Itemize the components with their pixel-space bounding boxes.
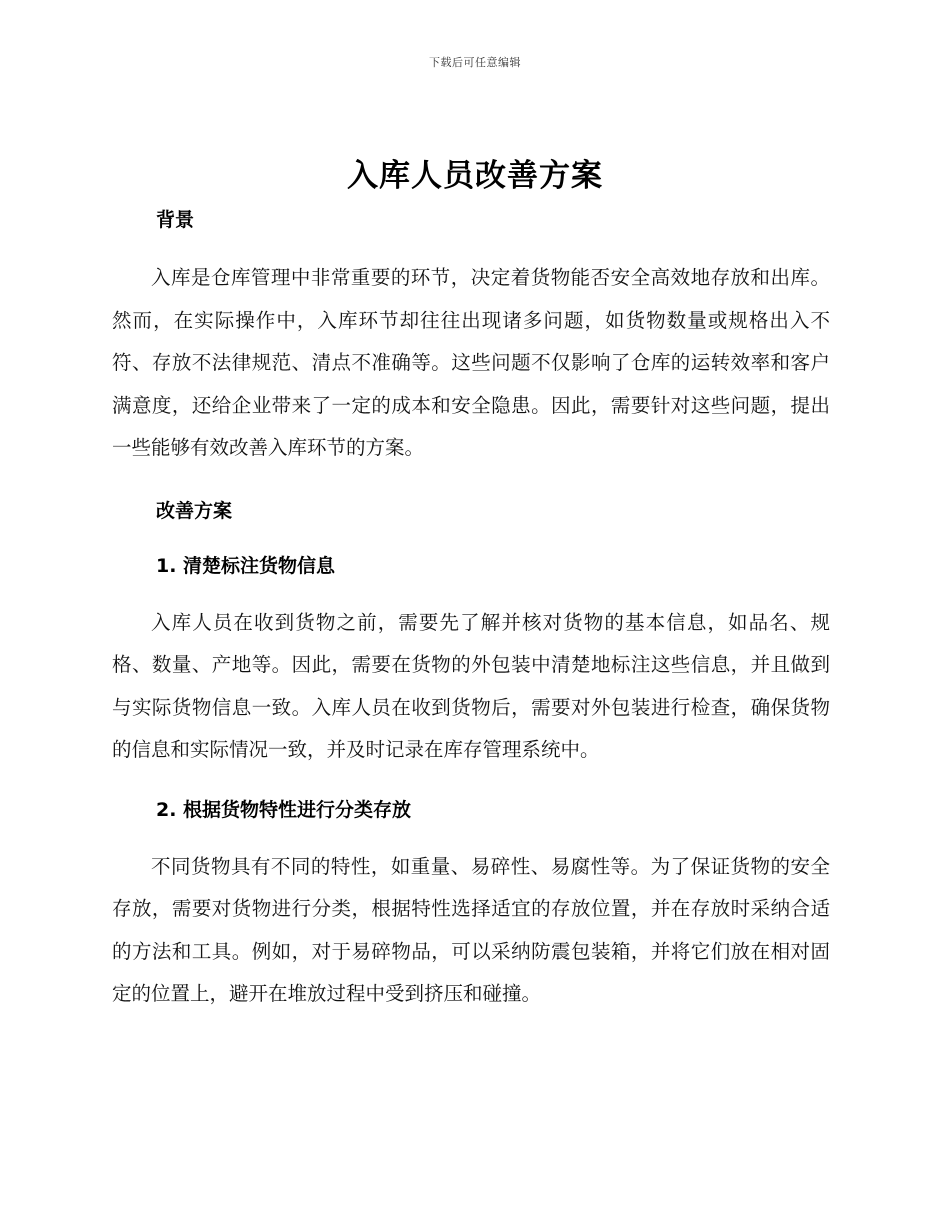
paragraph-item-2: 不同货物具有不同的特性，如重量、易碎性、易腐性等。为了保证货物的安全存放，需要对货物进行分类，根据特性选择适宜的存放位置，并在存放时采纳合适的方法和工具。例如，对于易碎物品，可以采纳防震包装箱，并将它们放在相对固定的位置上，避开在堆放过程中受到挤压和碰撞。 — [112, 854, 830, 1005]
subheading-item-1: 1. 清楚标注货物信息 — [156, 554, 336, 577]
subheading-item-2: 2. 根据货物特性进行分类存放 — [156, 798, 412, 821]
paragraph-background: 入库是仓库管理中非常重要的环节，决定着货物能否安全高效地存放和出库。然而，在实际操作中，入库环节却往往出现诸多问题，如货物数量或规格出入不符、存放不法律规范、清点不准确等。这些问题不仅影响了仓库的运转效率和客户满意度，还给企业带来了一定的成本和安全隐患。因此，需要针对这些问题，提出一些能够有效改善入库环节的方案。 — [112, 266, 830, 459]
section-heading-plan: 改善方案 — [156, 499, 233, 522]
document-body — [112, 202, 830, 1016]
paragraph-item-1: 入库人员在收到货物之前，需要先了解并核对货物的基本信息，如品名、规格、数量、产地等。因此，需要在货物的外包装中清楚地标注这些信息，并且做到与实际货物信息一致。入库人员在收到货物后，需要对外包装进行检查，确保货物的信息和实际情况一致，并及时记录在库存管理系统中。 — [112, 610, 830, 761]
header-note: 下载后可任意编辑 — [429, 56, 521, 69]
section-heading-background: 背景 — [156, 209, 195, 231]
document-title: 入库人员改善方案 — [347, 158, 603, 194]
